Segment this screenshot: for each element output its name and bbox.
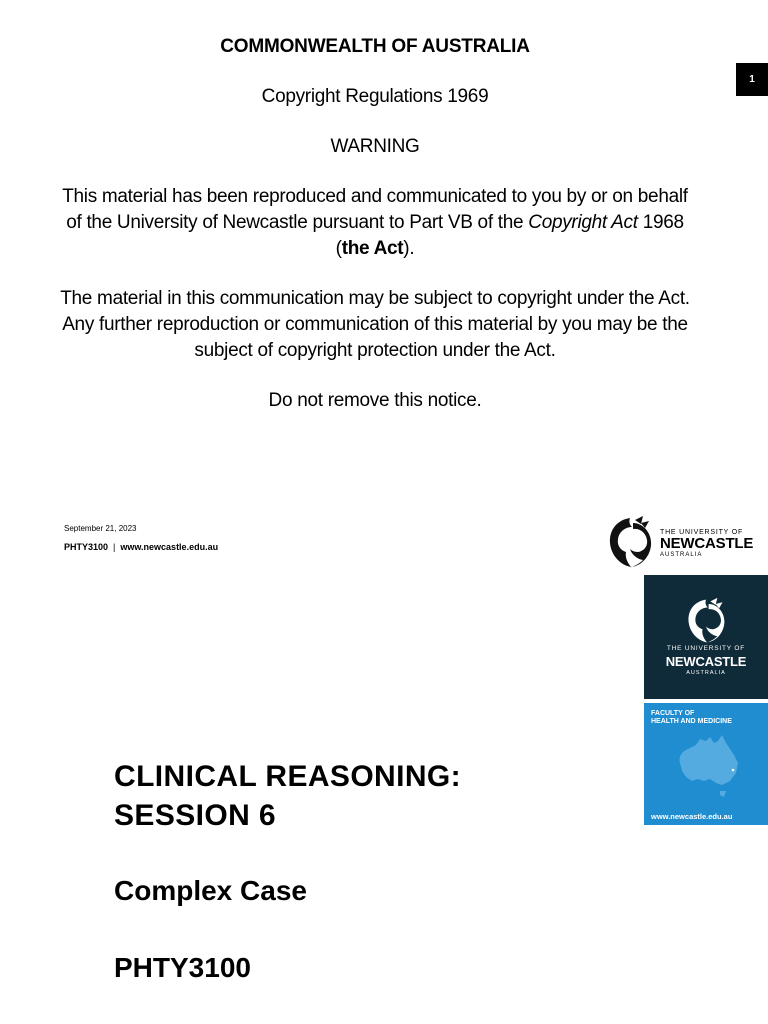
notice-para1-year: 1968 ( (335, 212, 684, 259)
australia-map-icon (674, 733, 744, 801)
faculty-name (651, 710, 732, 726)
faculty-line-2: HEALTH AND MEDICINE (651, 718, 732, 725)
seahorse-crest-icon (605, 515, 655, 570)
slide-course-code: PHTY3100 (114, 952, 251, 983)
slide-subtitle: Complex Case (114, 875, 307, 906)
footer-separator: | (113, 542, 116, 552)
university-logo (605, 515, 755, 570)
logo-newcastle: NEWCASTLE (660, 535, 754, 552)
notice-warning: WARNING (330, 136, 420, 157)
footer-course-code: PHTY3100 (64, 542, 109, 552)
logo-university-of: THE UNIVERSITY OF (660, 529, 744, 536)
university-brand-panel (644, 575, 768, 699)
title-line-1: CLINICAL REASONING: (114, 760, 462, 793)
footer-website: www.newcastle.edu.au (120, 542, 219, 552)
footer-course-line (64, 542, 218, 552)
notice-act-name: Copyright Act (528, 212, 638, 233)
notice-regulations: Copyright Regulations 1969 (261, 86, 489, 107)
notice-para1-end: ). (403, 238, 415, 259)
page-number-badge: 1 (736, 63, 768, 96)
notice-paragraph-1 (60, 184, 690, 262)
notice-heading: COMMONWEALTH OF AUSTRALIA (220, 36, 530, 57)
logo-text (660, 529, 753, 558)
copyright-notice (60, 34, 690, 438)
notice-paragraph-3: Do not remove this notice. (268, 390, 482, 411)
notice-para1-text: This material has been reproduced and communicated to you by or on behalf of the University of Newcastle pursuant to Part VB of the (62, 186, 688, 233)
footer-date: September 21, 2023 (64, 524, 137, 533)
panel-newcastle: NEWCASTLE (665, 654, 747, 669)
title-line-2: SESSION 6 (114, 799, 276, 832)
panel-university-of: THE UNIVERSITY OF (666, 645, 746, 652)
seahorse-crest-icon (684, 597, 728, 645)
panel-australia: AUSTRALIA (686, 670, 726, 676)
faculty-line-1: FACULTY OF (651, 710, 695, 717)
title-block (114, 757, 584, 987)
notice-paragraph-2: The material in this communication may be subject to copyright under the Act. Any further reproduction or communication of this material by you may be the subject of copyright protection under the Act. (60, 288, 690, 361)
faculty-website: www.newcastle.edu.au (651, 812, 733, 821)
logo-australia: AUSTRALIA (660, 552, 703, 558)
notice-the-act: the Act (341, 238, 404, 259)
slide-title (114, 757, 584, 835)
faculty-panel (644, 703, 768, 825)
title-slide (0, 575, 768, 1024)
